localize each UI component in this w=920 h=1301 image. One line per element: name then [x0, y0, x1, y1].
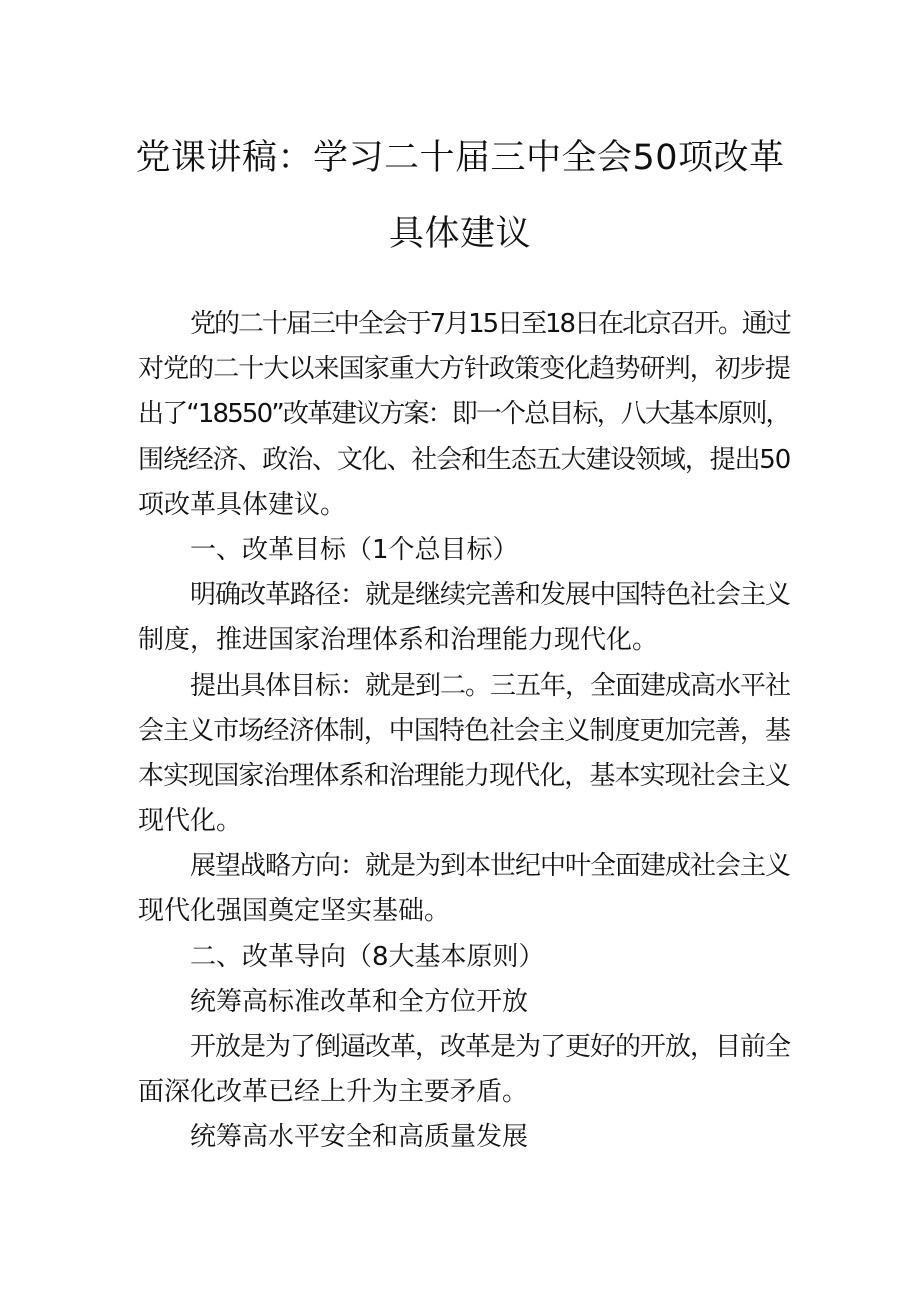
text-line: 本实现国家治理体系和治理能力现代化，基本实现社会主义	[138, 760, 791, 791]
text-line: 现代化强国奠定坚实基础。	[138, 896, 451, 927]
document-title-line-2: 具体建议	[388, 214, 531, 254]
text-line: 围绕经济、政治、文化、社会和生态五大建设领域，提出50	[138, 444, 791, 475]
text-line: 开放是为了倒逼改革，改革是为了更好的开放，目前全	[190, 1032, 791, 1062]
text-line: 会主义市场经济体制，中国特色社会主义制度更加完善，基	[138, 715, 791, 746]
section-heading: 二、改革导向（8大基本原则）	[190, 941, 545, 972]
document-body	[138, 302, 790, 1161]
text-line: 展望战略方向：就是为到本世纪中叶全面建成社会主义	[190, 851, 791, 882]
text-line: 出了“18550”改革建议方案：即一个总目标，八大基本原则，	[138, 399, 790, 430]
text-line: 对党的二十大以来国家重大方针政策变化趋势研判，初步提	[138, 354, 791, 385]
text-line: 明确改革路径：就是继续完善和发展中国特色社会主义	[190, 580, 791, 611]
text-line: 统筹高水平安全和高质量发展	[190, 1122, 529, 1153]
text-line: 提出具体目标：就是到二。三五年，全面建成高水平社	[190, 670, 791, 701]
text-line: 统筹高标准改革和全方位开放	[190, 986, 529, 1017]
text-line: 党的二十届三中全会于7月15日至18日在北京召开。通过	[190, 309, 790, 339]
text-line: 面深化改革已经上升为主要矛盾。	[138, 1077, 529, 1108]
document-title-line-1: 党课讲稿：学习二十届三中全会50项改革	[135, 138, 785, 178]
text-line: 项改革具体建议。	[138, 489, 347, 520]
text-line: 现代化。	[138, 806, 243, 837]
section-heading: 一、改革目标（1个总目标）	[190, 534, 519, 565]
text-line: 制度，推进国家治理体系和治理能力现代化。	[138, 625, 659, 656]
